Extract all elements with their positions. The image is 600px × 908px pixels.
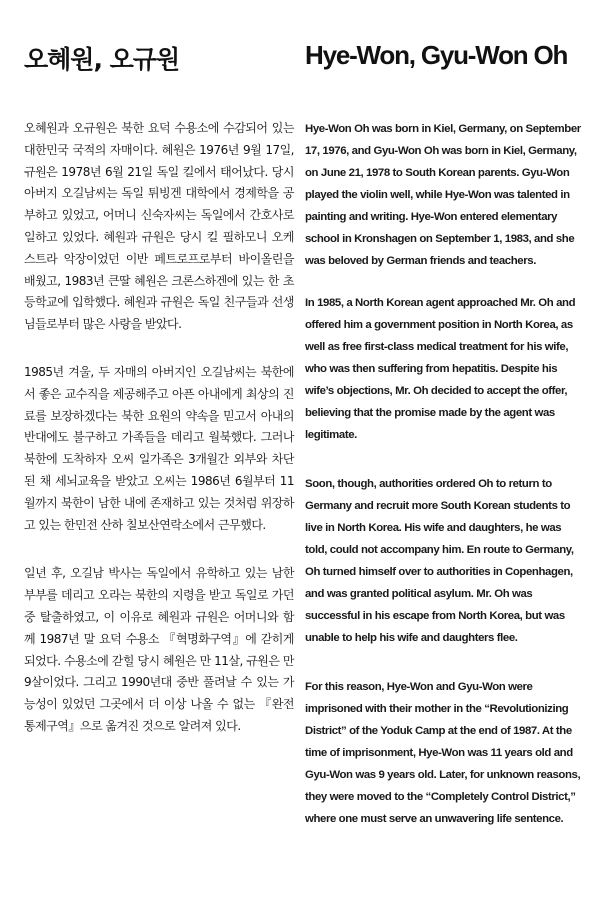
english-paragraph-1: Hye-Won Oh was born in Kiel, Germany, on September 17, 1976, and Gyu-Won Oh was born in Kiel, Germany, on June 21, 1978 to South Korean parents. Gyu-Won played the violin well, while Hye-Won was talented in painting and writing. Hye-Won entered elementary school in Kronshagen on September 1, 1983, and she was beloved by German friends and teachers. bbox=[305, 123, 581, 267]
korean-paragraph-3: 일년 후, 오길남 박사는 독일에서 유학하고 있는 남한 부부를 데리고 오라는 북한의 지령을 받고 독일로 가던 중 탈출하였고, 이 이유로 혜원과 규원은 어머니와 함께 1987년 말 요덕 수용소 『혁명화구역』에 갇히게 되었다. 수용소에 갇힐 당시 혜원은 만 11살, 규원은 만 9살이었다. 그리고 1990년대 중반 풀려날 수 있는 가능성이 있었던 그곳에서 더 이상 나올 수 없는 『완전통제구역』으로 옮겨진 것으로 알려져 있다. bbox=[24, 566, 294, 733]
english-paragraph-2: In 1985, a North Korean agent approached Mr. Oh and offered him a government position in North Korea, as well as free first-class medical treatment for his wife, who was then suffering from hepatitis. Despite his wife’s objections, Mr. Oh decided to accept the offer, believing that the promise made by the agent was legitimate. bbox=[305, 297, 576, 441]
english-paragraph-4: For this reason, Hye-Won and Gyu-Won were imprisoned with their mother in the “Revolutionizing District” of the Yoduk Camp at the end of 1987. At the time of imprisonment, Hye-Won was 11 years old and Gyu-Won was 9 years old. Later, for unknown reasons, they were moved to the “Completely Control District,” where one must serve an unwavering life sentence. bbox=[305, 681, 581, 825]
korean-paragraph-2: 1985년 겨울, 두 자매의 아버지인 오길남씨는 북한에서 좋은 교수직을 제공해주고 아픈 아내에게 최상의 진료를 보장하겠다는 북한 요원의 약속을 믿고서 아내의 반대에도 불구하고 가족들을 데리고 월북했다. 그러나 북한에 도착하자 오씨 일가족은 3개월간 외부와 차단된 채 세뇌교육을 받았고 오씨는 1986년 6월부터 11월까지 북한이 남한 내에 존재하고 있는 것처럼 위장하고 있는 한민전 산하 칠보산연락소에서 근무했다. bbox=[24, 364, 294, 532]
korean-paragraph-1: 오혜원과 오규원은 북한 요덕 수용소에 수감되어 있는 대한민국 국적의 자매이다. 혜원은 1976년 9월 17일, 규원은 1978년 6월 21일 독일 킬에서 태어났다. 당시 아버지 오길남씨는 독일 튀빙겐 대학에서 경제학을 공부하고 있었고, 어머니 신숙자씨는 독일에서 간호사로 일하고 있었다. 혜원과 규원은 당시 킬 필하모니 오케스트라 악장이었던 이반 페트로프로부터 바이올린을 배웠고, 1983년 큰딸 혜원은 크론스하겐에 있는 한 초등학교에 입학했다. 혜원과 규원은 독일 친구들과 선생님들로부터 많은 사랑을 받았다. bbox=[24, 121, 294, 332]
english-paragraph-3: Soon, though, authorities ordered Oh to return to Germany and recruit more South Korean students to live in North Korea. His wife and daughters, he was told, could not accompany him. En route to Germany, Oh turned himself over to authorities in Copenhagen, and was granted political asylum. Mr. Oh was successful in his escape from North Korea, but was unable to help his wife and daughters flee. bbox=[305, 478, 574, 644]
english-title: Hye-Won, Gyu-Won Oh bbox=[305, 40, 568, 70]
english-body bbox=[305, 118, 583, 857]
korean-title: 오혜원, 오규원 bbox=[24, 45, 180, 74]
korean-body bbox=[24, 118, 294, 765]
